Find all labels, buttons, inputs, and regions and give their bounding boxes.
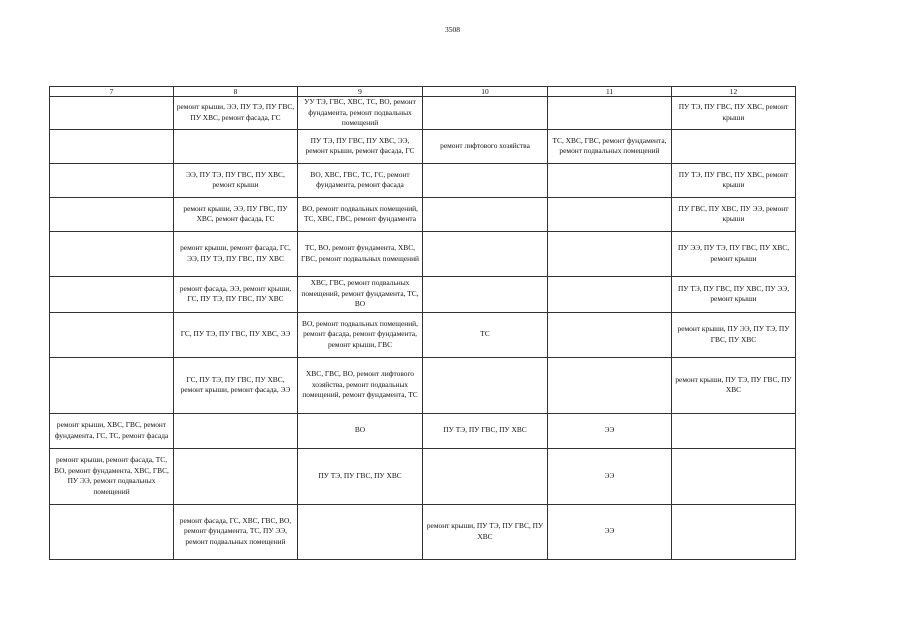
table-cell: ремонт крыши, ремонт фасада, ГС, ЭЭ, ПУ ТЭ, ПУ ГВС, ПУ ХВС — [174, 231, 298, 276]
header-row — [50, 87, 796, 97]
table-cell: ремонт крыши, ЭЭ, ПУ ГВС, ПУ ХВС, ремонт фасада, ГС — [174, 197, 298, 231]
page-number: 3508 — [445, 25, 460, 34]
table-row — [50, 276, 796, 312]
table-row — [50, 448, 796, 504]
table-cell — [548, 276, 672, 312]
table-cell: ремонт крыши, ПУ ЭЭ, ПУ ТЭ, ПУ ГВС, ПУ ХВС — [672, 312, 796, 357]
table-cell: ТС, ВО, ремонт фундамента, ХВС, ГВС, ремонт подвальных помещений — [298, 231, 423, 276]
table-row — [50, 231, 796, 276]
table-row — [50, 504, 796, 559]
column-header: 11 — [548, 87, 672, 97]
table-cell — [423, 448, 548, 504]
table-cell — [548, 312, 672, 357]
column-header: 8 — [174, 87, 298, 97]
table-cell — [50, 276, 174, 312]
table-cell: ПУ ЭЭ, ПУ ТЭ, ПУ ГВС, ПУ ХВС, ремонт крыши — [672, 231, 796, 276]
table-cell — [672, 504, 796, 559]
table-cell — [50, 163, 174, 197]
table-cell: ХВС, ГВС, ВО, ремонт лифтового хозяйства, ремонт подвальных помещений, ремонт фундамента, ТС — [298, 357, 423, 413]
table-cell: ГС, ПУ ТЭ, ПУ ГВС, ПУ ХВС, ЭЭ — [174, 312, 298, 357]
table-cell: ГС, ПУ ТЭ, ПУ ГВС, ПУ ХВС, ремонт крыши, ремонт фасада, ЭЭ — [174, 357, 298, 413]
table-cell: ПУ ТЭ, ПУ ГВС, ПУ ХВС, ремонт крыши — [672, 97, 796, 130]
table-cell — [548, 97, 672, 130]
table-row — [50, 312, 796, 357]
table-cell — [174, 129, 298, 163]
table-cell: ПУ ТЭ, ПУ ГВС, ПУ ХВС — [423, 413, 548, 448]
table-cell — [50, 357, 174, 413]
table-cell: ремонт крыши, ПУ ТЭ, ПУ ГВС, ПУ ХВС — [672, 357, 796, 413]
table-cell: ремонт фасада, ГС, ХВС, ГВС, ВО, ремонт фундамента, ТС, ПУ ЭЭ, ремонт подвальных помещений — [174, 504, 298, 559]
table-cell: ремонт крыши, ремонт фасада, ТС, ВО, ремонт фундамента, ХВС, ГВС, ПУ ЭЭ, ремонт подвальных помещений — [50, 448, 174, 504]
table-cell — [50, 97, 174, 130]
table-cell: ремонт лифтового хозяйства — [423, 129, 548, 163]
table-cell — [548, 231, 672, 276]
table-cell: ВО — [298, 413, 423, 448]
table-cell: ЭЭ — [548, 448, 672, 504]
table-row — [50, 129, 796, 163]
table-cell — [548, 163, 672, 197]
table-cell — [174, 448, 298, 504]
table-cell — [50, 504, 174, 559]
table-cell: ВО, ремонт подвальных помещений, ремонт фасада, ремонт фундамента, ремонт крыши, ГВС — [298, 312, 423, 357]
table-row — [50, 413, 796, 448]
works-table — [49, 86, 796, 560]
table-cell — [672, 413, 796, 448]
table-cell: ремонт фасада, ЭЭ, ремонт крыши, ГС, ПУ ТЭ, ПУ ГВС, ПУ ХВС — [174, 276, 298, 312]
column-header: 12 — [672, 87, 796, 97]
table-cell — [50, 312, 174, 357]
table-cell — [423, 357, 548, 413]
table-cell: ПУ ТЭ, ПУ ГВС, ПУ ХВС, ремонт крыши — [672, 163, 796, 197]
table-cell — [174, 413, 298, 448]
table-cell — [423, 197, 548, 231]
table-row — [50, 163, 796, 197]
table-cell: ТС — [423, 312, 548, 357]
table-cell: ЭЭ — [548, 413, 672, 448]
table-cell: ПУ ГВС, ПУ ХВС, ПУ ЭЭ, ремонт крыши — [672, 197, 796, 231]
table-cell: ВО, ремонт подвальных помещений, ТС, ХВС, ГВС, ремонт фундамента — [298, 197, 423, 231]
table-cell: ремонт крыши, ПУ ТЭ, ПУ ГВС, ПУ ХВС — [423, 504, 548, 559]
table-cell: ТС, ХВС, ГВС, ремонт фундамента, ремонт подвальных помещений — [548, 129, 672, 163]
table-cell — [548, 357, 672, 413]
column-header: 10 — [423, 87, 548, 97]
table-cell — [672, 448, 796, 504]
table-cell: ВО, ХВС, ГВС, ТС, ГС, ремонт фундамента, ремонт фасада — [298, 163, 423, 197]
table-cell — [50, 197, 174, 231]
table-cell — [423, 276, 548, 312]
table-cell: ПУ ТЭ, ПУ ГВС, ПУ ХВС — [298, 448, 423, 504]
column-header: 7 — [50, 87, 174, 97]
column-header: 9 — [298, 87, 423, 97]
table-row — [50, 357, 796, 413]
table-cell — [548, 197, 672, 231]
table-cell: УУ ТЭ, ГВС, ХВС, ТС, ВО, ремонт фундамента, ремонт подвальных помещений — [298, 97, 423, 130]
table-cell — [423, 97, 548, 130]
table-row — [50, 97, 796, 130]
table-cell: ЭЭ, ПУ ТЭ, ПУ ГВС, ПУ ХВС, ремонт крыши — [174, 163, 298, 197]
table-cell — [672, 129, 796, 163]
table-cell — [423, 163, 548, 197]
table-cell: ПУ ТЭ, ПУ ГВС, ПУ ХВС, ЭЭ, ремонт крыши, ремонт фасада, ГС — [298, 129, 423, 163]
table-cell — [423, 231, 548, 276]
table-cell: ремонт крыши, ХВС, ГВС, ремонт фундамента, ГС, ТС, ремонт фасада — [50, 413, 174, 448]
table-cell: ХВС, ГВС, ремонт подвальных помещений, ремонт фундамента, ТС, ВО — [298, 276, 423, 312]
table-cell — [50, 231, 174, 276]
table-cell: ПУ ТЭ, ПУ ГВС, ПУ ХВС, ПУ ЭЭ, ремонт крыши — [672, 276, 796, 312]
table-cell — [50, 129, 174, 163]
table-cell — [298, 504, 423, 559]
table-cell: ремонт крыши, ЭЭ, ПУ ТЭ, ПУ ГВС, ПУ ХВС, ремонт фасада, ГС — [174, 97, 298, 130]
table-row — [50, 197, 796, 231]
table-cell: ЭЭ — [548, 504, 672, 559]
